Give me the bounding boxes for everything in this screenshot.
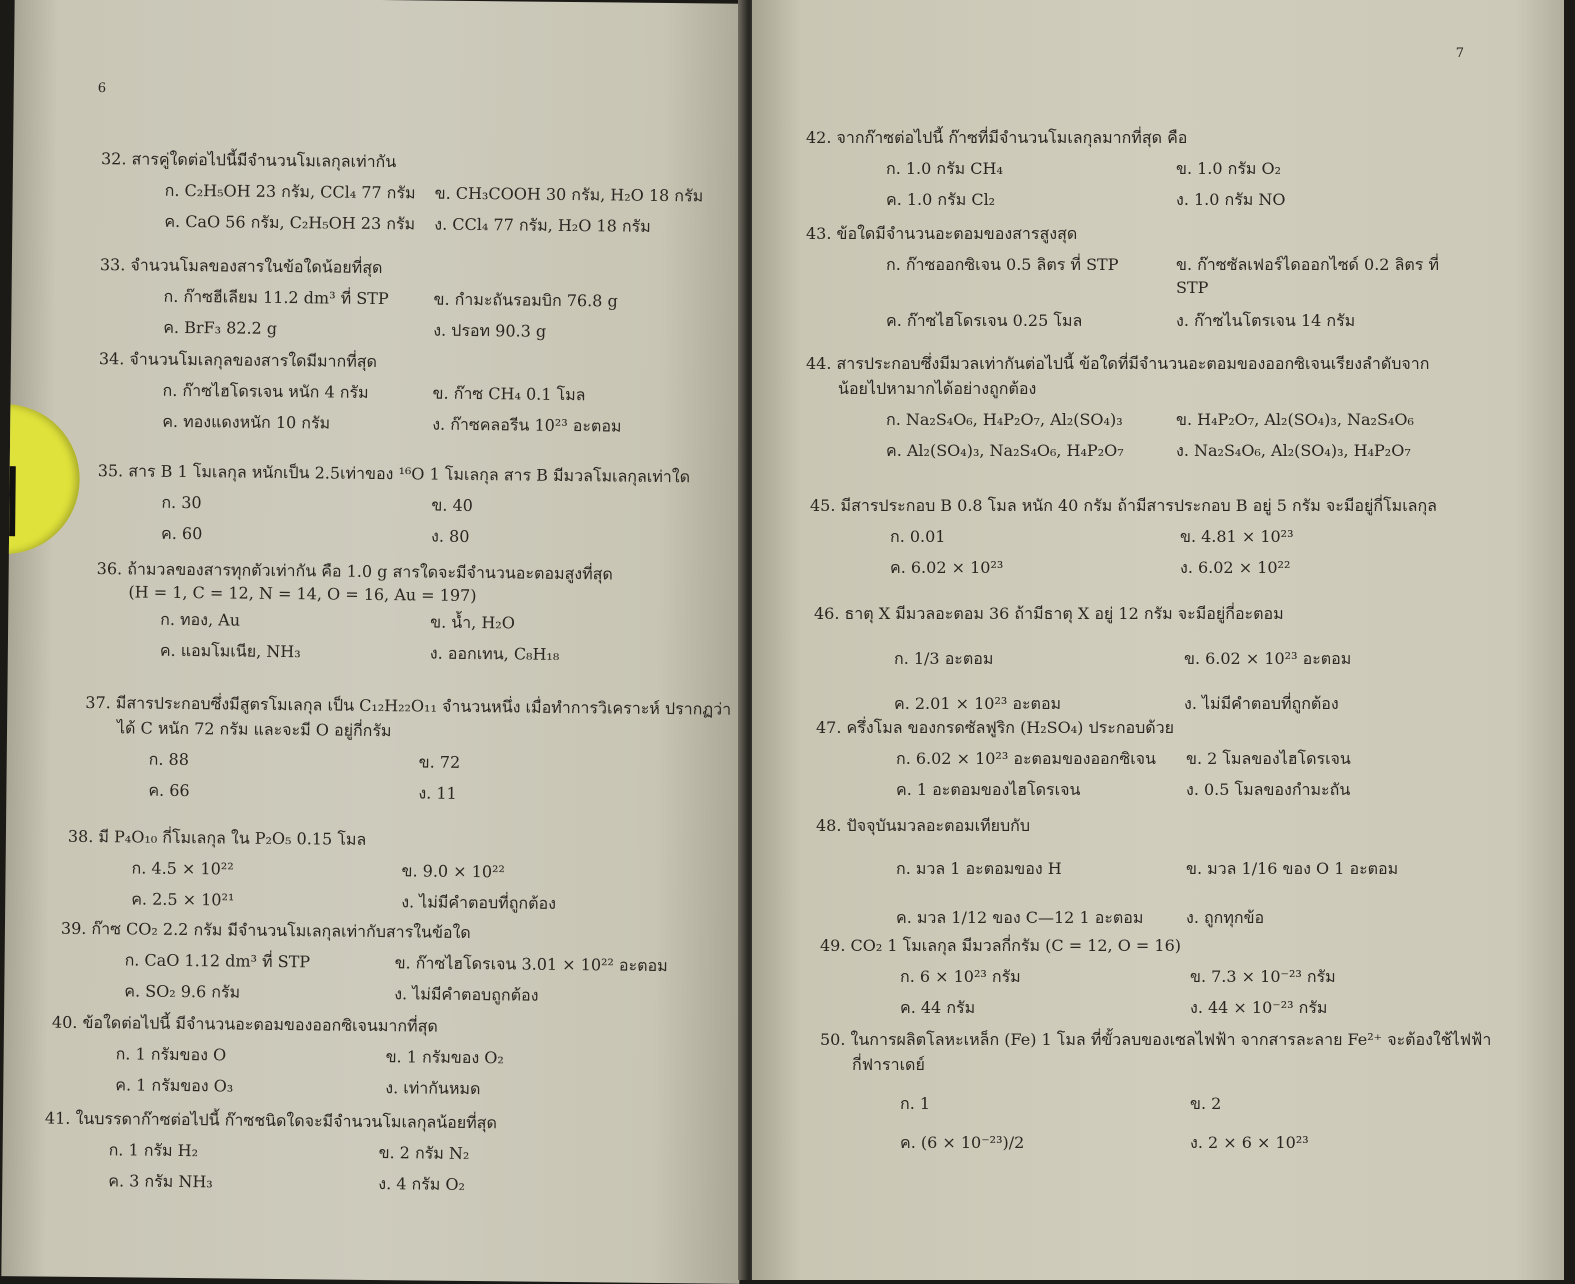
option-b: ข. CH₃COOH 30 กรัม, H₂O 18 กรัม xyxy=(434,183,704,206)
question-stem: 45. มีสารประกอบ B 0.8 โมล หนัก 40 กรัม ถ้ามีสารประกอบ B อยู่ 5 กรัม จะมีอยู่กี่โมเลกุล xyxy=(810,496,1437,515)
question-33 xyxy=(99,253,734,347)
option-c: ค. Al₂(SO₄)₃, Na₂S₄O₆, H₄P₂O₇ xyxy=(886,441,1124,460)
option-a: ก. ทอง, Au xyxy=(160,609,241,630)
question-41 xyxy=(44,1107,679,1201)
option-b: ข. มวล 1/16 ของ O 1 อะตอม xyxy=(1186,859,1399,878)
left-page xyxy=(1,0,752,1284)
option-c: ค. 6.02 × 10²³ xyxy=(890,558,1004,577)
question-stem: 34. จำนวนโมเลกุลของสารใดมีมากที่สุด xyxy=(98,349,378,371)
option-b: ข. 2 โมลของไฮโดรเจน xyxy=(1186,749,1351,768)
question-stem: 32. สารคู่ใดต่อไปนี้มีจำนวนโมเลกุลเท่ากัน xyxy=(100,149,397,172)
option-a: ก. 1.0 กรัม CH₄ xyxy=(886,159,1003,178)
option-b: ข. 1.0 กรัม O₂ xyxy=(1176,159,1282,178)
option-d: ง. เท่ากันหมด xyxy=(385,1078,481,1099)
question-stem: 48. ปัจจุบันมวลอะตอมเทียบกับ xyxy=(816,816,1031,835)
question-stem: 36. ถ้ามวลของสารทุกตัวเท่ากัน คือ 1.0 g สารใดจะมีจำนวนอะตอมสูงที่สุด xyxy=(96,559,613,584)
option-b: ข. 7.3 × 10⁻²³ กรัม xyxy=(1190,967,1336,986)
question-stem: 37. มีสารประกอบซึ่งมีสูตรโมเลกุล เป็น C₁₂H₂₂O₁₁ จำนวนหนึ่ง เมื่อทำการวิเคราะห์ ปรากฏว่า xyxy=(85,692,732,719)
option-c: ค. 1 อะตอมของไฮโดรเจน xyxy=(896,780,1081,799)
option-b: ข. ก๊าซ CH₄ 0.1 โมล xyxy=(432,383,586,405)
option-a: ก. C₂H₅OH 23 กรัม, CCl₄ 77 กรัม xyxy=(164,180,416,203)
question-44 xyxy=(806,352,1476,464)
question-40 xyxy=(51,1011,686,1105)
question-37 xyxy=(84,691,731,810)
page-number: 6 xyxy=(97,81,107,97)
question-47 xyxy=(816,716,1486,803)
question-46 xyxy=(814,602,1484,717)
bookmark-clip xyxy=(1,466,15,536)
option-c: ค. 3 กรัม NH₃ xyxy=(108,1171,213,1192)
question-stem-continued: ได้ C หนัก 72 กรัม และจะมี O อยู่กี่กรัม xyxy=(116,718,392,741)
option-d: ง. 44 × 10⁻²³ กรัม xyxy=(1190,998,1328,1017)
option-d: ง. ก๊าซคลอรีน 10²³ อะตอม xyxy=(432,414,622,436)
option-b: ข. 2 กรัม N₂ xyxy=(378,1143,470,1163)
option-b: ข. 4.81 × 10²³ xyxy=(1180,527,1294,546)
option-d: ง. ไม่มีคำตอบที่ถูกต้อง xyxy=(401,892,557,913)
question-43 xyxy=(806,222,1476,334)
option-d: ง. 2 × 6 × 10²³ xyxy=(1190,1133,1309,1152)
question-stem: 43. ข้อใดมีจำนวนอะตอมของสารสูงสุด xyxy=(806,224,1078,243)
option-c: ค. 44 กรัม xyxy=(900,998,976,1017)
option-d: ง. 11 xyxy=(418,783,457,803)
option-a: ก. CaO 1.12 dm³ ที่ STP xyxy=(124,950,311,972)
question-48 xyxy=(816,814,1486,931)
option-c: ค. (6 × 10⁻²³)/2 xyxy=(900,1133,1025,1152)
question-stem-continued: กี่ฟาราเดย์ xyxy=(852,1055,925,1074)
option-c: ค. 66 xyxy=(148,780,190,801)
option-b: ข. 6.02 × 10²³ อะตอม xyxy=(1184,649,1352,668)
option-d: ง. Na₂S₄O₆, Al₂(SO₄)₃, H₄P₂O₇ xyxy=(1176,441,1411,460)
option-a: ก. ก๊าซไฮโดรเจน หนัก 4 กรัม xyxy=(162,380,369,402)
question-stem: 33. จำนวนโมลของสารในข้อใดน้อยที่สุด xyxy=(99,255,383,278)
option-d: ง. ไม่มีคำตอบที่ถูกต้อง xyxy=(1184,694,1339,713)
question-stem: 42. จากก๊าซต่อไปนี้ ก๊าซที่มีจำนวนโมเลกุลมากที่สุด คือ xyxy=(806,128,1188,147)
question-stem: 46. ธาตุ X มีมวลอะตอม 36 ถ้ามีธาตุ X อยู่ 12 กรัม จะมีอยู่กี่อะตอม xyxy=(814,604,1284,623)
option-b: ข. 9.0 × 10²² xyxy=(401,861,506,882)
option-a: ก. ก๊าซฮีเลียม 11.2 dm³ ที่ STP xyxy=(163,286,389,309)
option-b: ข. น้ำ, H₂O xyxy=(430,612,515,633)
option-a: ก. 1/3 อะตอม xyxy=(894,649,994,668)
option-d: ง. 1.0 กรัม NO xyxy=(1176,190,1286,209)
option-a: ก. 6.02 × 10²³ อะตอมของออกซิเจน xyxy=(896,749,1156,768)
question-50 xyxy=(820,1028,1491,1156)
option-b: ข. ก๊าซซัลเฟอร์ไดออกไซด์ 0.2 ลิตร ที่ STP xyxy=(1176,255,1439,297)
question-stem: 41. ในบรรดาก๊าซต่อไปนี้ ก๊าซชนิดใดจะมีจำนวนโมเลกุลน้อยที่สุด xyxy=(44,1108,498,1133)
question-stem: 50. ในการผลิตโลหะเหล็ก (Fe) 1 โมล ที่ขั้วลบของเซลไฟฟ้า จากสารละลาย Fe²⁺ จะต้องใช้ไฟฟ้า xyxy=(820,1030,1492,1049)
option-b: ข. 72 xyxy=(418,752,461,772)
question-49 xyxy=(820,934,1490,1021)
option-c: ค. ก๊าซไฮโดรเจน 0.25 โมล xyxy=(886,311,1083,330)
option-c: ค. ทองแดงหนัก 10 กรัม xyxy=(162,411,331,433)
option-c: ค. แอมโมเนีย, NH₃ xyxy=(159,640,301,662)
option-a: ก. 1 กรัม H₂ xyxy=(108,1140,199,1161)
option-a: ก. 1 xyxy=(900,1094,931,1113)
option-a: ก. 1 กรัมของ O xyxy=(115,1044,227,1065)
option-c: ค. 1 กรัมของ O₃ xyxy=(115,1075,234,1096)
option-c: ค. CaO 56 กรัม, C₂H₅OH 23 กรัม xyxy=(164,211,416,234)
question-stem: 40. ข้อใดต่อไปนี้ มีจำนวนอะตอมของออกซิเจนมากที่สุด xyxy=(51,1012,438,1036)
question-34 xyxy=(98,347,733,441)
option-d: ง. 80 xyxy=(430,526,470,546)
question-39 xyxy=(60,917,695,1011)
option-c: ค. 1.0 กรัม Cl₂ xyxy=(886,190,996,209)
option-c: ค. 60 xyxy=(161,523,203,544)
question-42 xyxy=(806,126,1476,213)
option-d: ง. 6.02 × 10²² xyxy=(1180,558,1291,577)
question-35 xyxy=(97,459,732,553)
question-45 xyxy=(810,494,1480,581)
page-number: 7 xyxy=(1455,46,1464,61)
question-stem: 38. มี P₄O₁₀ กี่โมเลกุล ใน P₂O₅ 0.15 โมล xyxy=(67,826,367,849)
option-a: ก. ก๊าซออกซิเจน 0.5 ลิตร ที่ STP xyxy=(886,255,1119,274)
question-stem: 44. สารประกอบซึ่งมีมวลเท่ากันต่อไปนี้ ข้อใดที่มีจำนวนอะตอมของออกซิเจนเรียงลำดับจาก xyxy=(806,354,1430,373)
question-stem-continued: น้อยไปหามากได้อย่างถูกต้อง xyxy=(838,379,1037,398)
option-b: ข. 1 กรัมของ O₂ xyxy=(385,1047,504,1068)
option-d: ง. ปรอท 90.3 g xyxy=(433,320,547,341)
question-stem: 35. สาร B 1 โมเลกุล หนักเป็น 2.5เท่าของ ¹⁶O 1 โมเลกุล สาร B มีมวลโมเลกุลเท่าใด xyxy=(97,461,691,487)
option-c: ค. 2.01 × 10²³ อะตอม xyxy=(894,694,1062,713)
option-d: ง. 4 กรัม O₂ xyxy=(378,1174,466,1194)
option-d: ง. CCl₄ 77 กรัม, H₂O 18 กรัม xyxy=(434,214,651,236)
option-d: ง. ไม่มีคำตอบถูกต้อง xyxy=(394,984,539,1005)
right-page xyxy=(752,0,1564,1280)
question-36 xyxy=(96,557,731,670)
option-a: ก. 6 × 10²³ กรัม xyxy=(900,967,1021,986)
option-d: ง. ถูกทุกข้อ xyxy=(1186,908,1265,927)
option-a: ก. 0.01 xyxy=(890,527,946,546)
option-c: ค. SO₂ 9.6 กรัม xyxy=(124,981,241,1002)
option-a: ก. Na₂S₄O₆, H₄P₂O₇, Al₂(SO₄)₃ xyxy=(886,410,1123,429)
option-d: ง. ออกเทน, C₈H₁₈ xyxy=(429,643,560,664)
option-b: ข. 2 xyxy=(1190,1094,1222,1113)
option-a: ก. 30 xyxy=(161,492,202,513)
option-b: ข. H₄P₂O₇, Al₂(SO₄)₃, Na₂S₄O₆ xyxy=(1176,410,1414,429)
option-c: ค. มวล 1/12 ของ C—12 1 อะตอม xyxy=(896,908,1144,927)
question-stem: 39. ก๊าซ CO₂ 2.2 กรัม มีจำนวนโมเลกุลเท่ากับสารในข้อใด xyxy=(60,918,471,942)
question-stem: 49. CO₂ 1 โมเลกุล มีมวลกี่กรัม (C = 12, O = 16) xyxy=(820,936,1182,955)
option-c: ค. 2.5 × 10²¹ xyxy=(131,889,235,910)
option-c: ค. BrF₃ 82.2 g xyxy=(163,317,278,338)
question-stem-continued: (H = 1, C = 12, N = 14, O = 16, Au = 197) xyxy=(128,582,477,606)
option-b: ข. กำมะถันรอมบิก 76.8 g xyxy=(433,289,618,311)
question-stem: 47. ครึ่งโมล ของกรดซัลฟูริก (H₂SO₄) ประกอบด้วย xyxy=(816,718,1175,737)
option-a: ก. มวล 1 อะตอมของ H xyxy=(896,859,1062,878)
question-32 xyxy=(100,147,735,241)
question-38 xyxy=(67,825,702,919)
option-d: ง. 0.5 โมลของกำมะถัน xyxy=(1186,780,1351,799)
option-a: ก. 4.5 × 10²² xyxy=(131,858,234,879)
option-b: ข. ก๊าซไฮโดรเจน 3.01 × 10²² อะตอม xyxy=(394,953,668,976)
option-b: ข. 40 xyxy=(431,495,473,515)
option-d: ง. ก๊าซไนโตรเจน 14 กรัม xyxy=(1176,311,1356,330)
option-a: ก. 88 xyxy=(148,749,190,770)
